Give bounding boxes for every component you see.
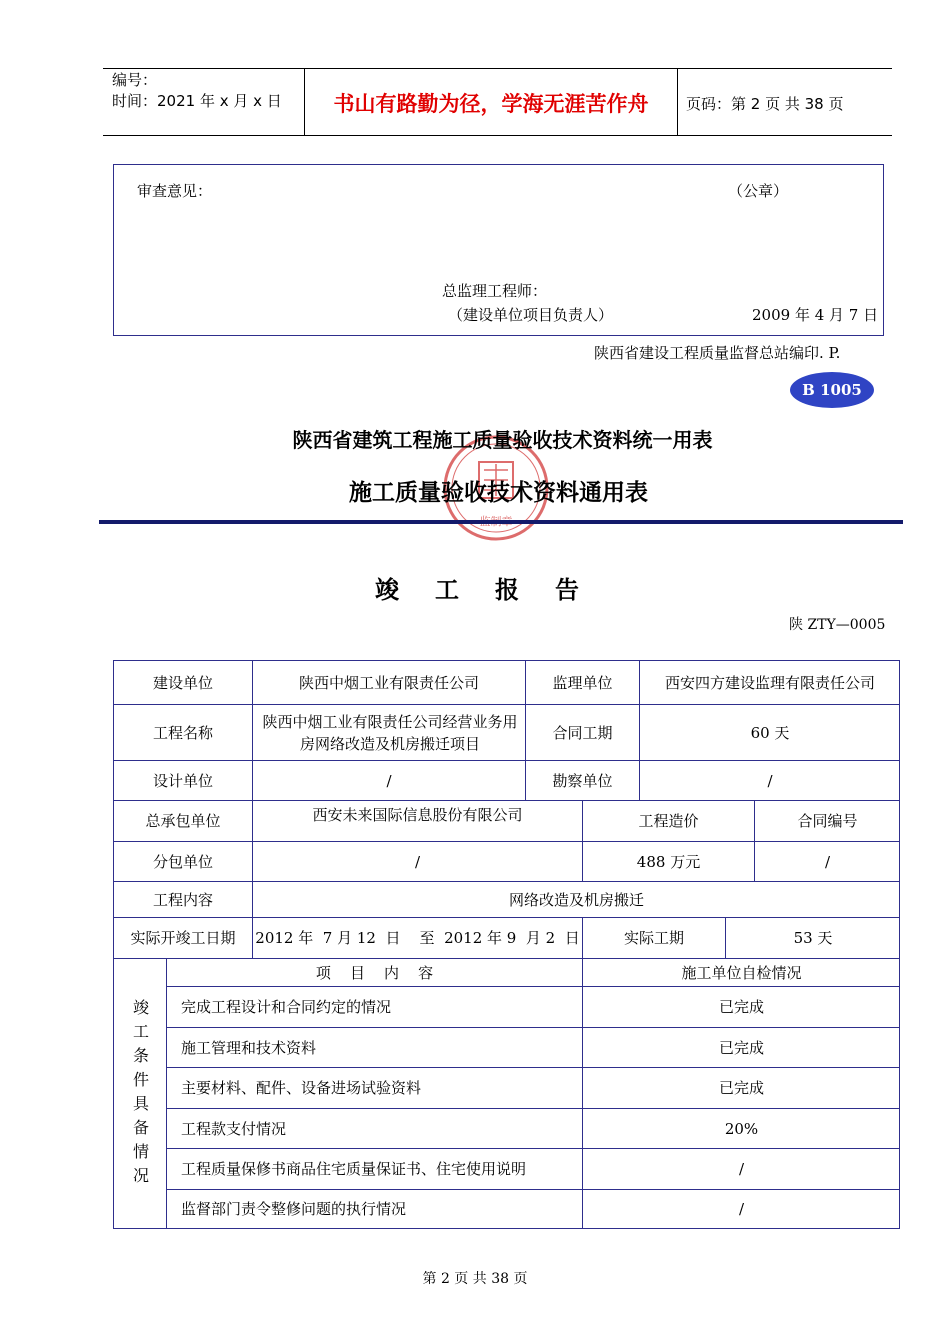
condition-status: 已完成: [718, 998, 764, 1016]
conditions-label-char: 情: [132, 1142, 149, 1161]
content-value: 网络改造及机房搬迁: [508, 890, 644, 909]
title-rule: [99, 520, 903, 524]
survey-value: /: [767, 771, 773, 790]
items-header: 项 目 内 容: [315, 963, 434, 982]
header-motto: 书山有路勤为径，学海无涯苦作舟: [333, 92, 649, 116]
survey-label: 勘察单位: [552, 771, 613, 790]
form-title-main: 陕西省建筑工程施工质量验收技术资料统一用表: [292, 428, 713, 452]
condition-item: 监督部门责令整修问题的执行情况: [181, 1200, 407, 1218]
number-label: 编号：: [112, 71, 158, 89]
conditions-label-char: 条: [132, 1046, 149, 1065]
sub-label: 分包单位: [152, 852, 213, 871]
owner-rep-label: （建设单位项目负责人）: [448, 306, 614, 324]
condition-status: /: [738, 1200, 745, 1218]
conditions-label-char: 件: [132, 1070, 149, 1089]
contract-period-label: 合同工期: [552, 723, 613, 742]
conditions-label-char: 竣: [132, 998, 149, 1017]
dates-label: 实际开竣工日期: [130, 929, 236, 947]
gc-label: 总承包单位: [145, 812, 221, 830]
review-date: 2009 年 4 月 7 日: [752, 306, 879, 324]
document-title: 竣工报告: [375, 576, 615, 604]
publisher-note: 陕西省建设工程质量监督总站编印. P.: [594, 344, 841, 362]
condition-item: 工程款支付情况: [181, 1119, 287, 1138]
conditions-label: [126, 996, 156, 1188]
condition-status: /: [738, 1160, 745, 1178]
supervisor-label: 监理单位: [552, 673, 613, 692]
conditions-label-char: 具: [132, 1094, 149, 1113]
project-label: 工程名称: [152, 723, 213, 742]
condition-item: 工程质量保修书商品住宅质量保证书、住宅使用说明: [181, 1160, 527, 1178]
project-value: 陕西中烟工业有限责任公司经营业务用房网络改造及机房搬迁项目: [262, 712, 518, 753]
header-bottom-rule: [103, 135, 892, 136]
condition-status: 已完成: [718, 1079, 764, 1097]
condition-status: 已完成: [718, 1038, 764, 1057]
conditions-label-char: 况: [132, 1166, 149, 1185]
chief-engineer-label: 总监理工程师：: [442, 282, 548, 300]
condition-status: 20%: [724, 1119, 759, 1138]
page-footer: 第 2 页 共 38 页: [422, 1271, 528, 1287]
review-opinion-label: 审查意见：: [137, 182, 213, 200]
actual-period-value: 53 天: [793, 929, 833, 947]
condition-item: 完成工程设计和合同约定的情况: [181, 998, 392, 1016]
header-top-rule: [103, 68, 892, 69]
design-label: 设计单位: [152, 771, 213, 790]
supervisor-value: 西安四方建设监理有限责任公司: [664, 673, 875, 692]
time-label: 时间：2021 年 x 月 x 日: [112, 92, 282, 110]
cost-value: 488 万元: [636, 852, 701, 871]
condition-item: 主要材料、配件、设备进场试验资料: [181, 1079, 422, 1097]
seal-label: （公章）: [728, 182, 789, 200]
conditions-label-char: 备: [132, 1118, 149, 1137]
document-code: 陕 ZTY—0005: [789, 617, 886, 633]
contract-period-value: 60 天: [750, 723, 790, 742]
owner-value: 陕西中烟工业有限责任公司: [298, 673, 479, 692]
sub-value: /: [414, 852, 421, 871]
form-badge: B 1005: [790, 372, 874, 408]
condition-item: 施工管理和技术资料: [181, 1038, 317, 1057]
cost-label: 工程造价: [638, 812, 699, 830]
check-header: 施工单位自检情况: [681, 963, 802, 982]
design-value: /: [386, 771, 392, 790]
header-meta: [112, 70, 282, 112]
contract-no-label: 合同编号: [797, 812, 858, 830]
content-label: 工程内容: [152, 890, 213, 909]
form-title-sub: 施工质量验收技术资料通用表: [349, 480, 648, 506]
dates-value: 2012 年 7 月 12 日 至 2012 年 9 月 2 日: [255, 929, 580, 947]
page-info: 页码：第 2 页 共 38 页: [686, 95, 844, 113]
gc-value: 西安未来国际信息股份有限公司: [312, 806, 523, 824]
contract-no-value: /: [824, 852, 831, 871]
header-divider: [677, 69, 678, 135]
completion-report-table: [113, 660, 900, 1229]
owner-label: 建设单位: [152, 673, 213, 692]
actual-period-label: 实际工期: [623, 929, 684, 947]
conditions-label-char: 工: [132, 1022, 149, 1041]
